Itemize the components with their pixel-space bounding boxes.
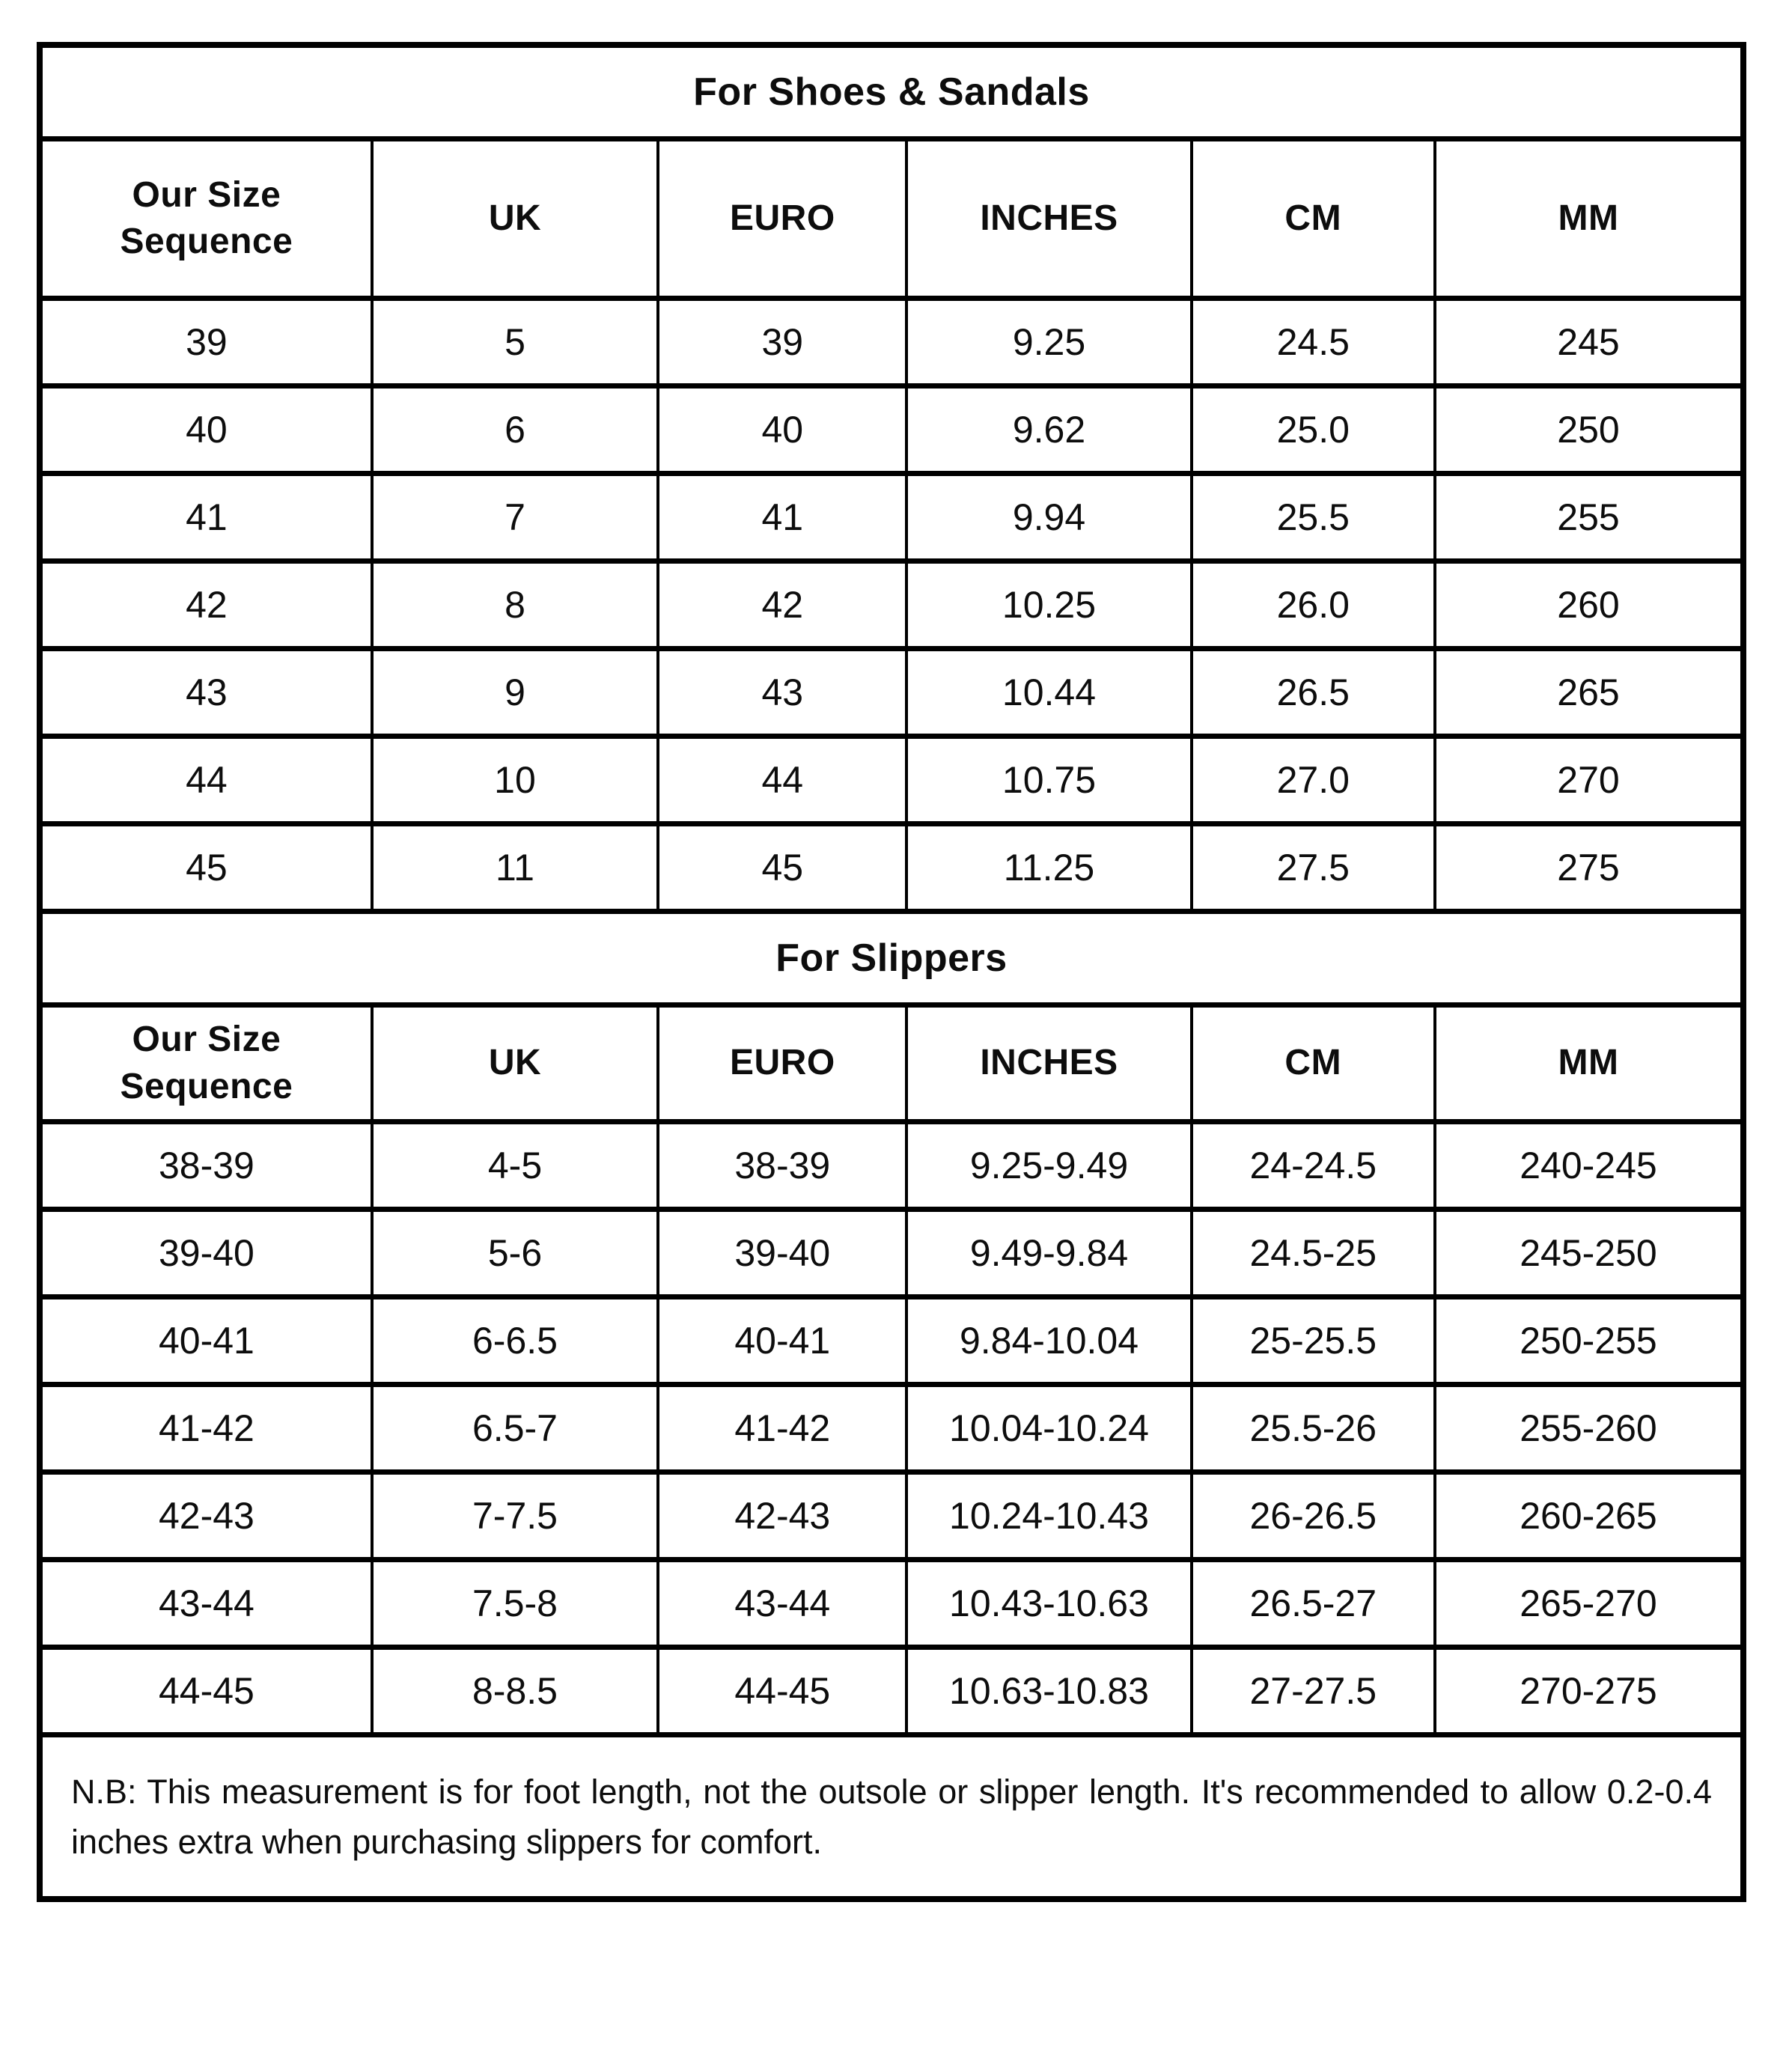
table-cell: 43 — [658, 649, 906, 737]
table-row — [40, 1385, 1743, 1472]
table-cell: 10.04-10.24 — [906, 1385, 1191, 1472]
table-cell: 4-5 — [372, 1122, 658, 1210]
table-cell: 9.25-9.49 — [906, 1122, 1191, 1210]
table-cell: 275 — [1435, 824, 1743, 912]
table-cell: 5 — [372, 299, 658, 386]
table-cell: 10 — [372, 737, 658, 824]
table-cell: 39 — [40, 299, 372, 386]
table-cell: 10.63-10.83 — [906, 1648, 1191, 1735]
table-cell: 38-39 — [40, 1122, 372, 1210]
slippers-section-title: For Slippers — [40, 912, 1743, 1005]
table-cell: 24-24.5 — [1192, 1122, 1435, 1210]
table-cell: 11 — [372, 824, 658, 912]
column-header-euro: EURO — [658, 1005, 906, 1122]
table-cell: 7-7.5 — [372, 1472, 658, 1560]
table-cell: 26.0 — [1192, 561, 1435, 649]
table-cell: 39-40 — [658, 1210, 906, 1297]
table-cell: 6.5-7 — [372, 1385, 658, 1472]
table-cell: 41-42 — [658, 1385, 906, 1472]
column-header-cm: CM — [1192, 139, 1435, 299]
table-cell: 10.24-10.43 — [906, 1472, 1191, 1560]
table-cell: 42 — [658, 561, 906, 649]
table-cell: 8 — [372, 561, 658, 649]
table-cell: 255 — [1435, 474, 1743, 561]
column-header-mm: MM — [1435, 1005, 1743, 1122]
shoes-column-header-row — [40, 139, 1743, 299]
table-cell: 7 — [372, 474, 658, 561]
table-cell: 43-44 — [658, 1560, 906, 1648]
table-row — [40, 737, 1743, 824]
table-row — [40, 386, 1743, 474]
table-cell: 42-43 — [40, 1472, 372, 1560]
table-cell: 39 — [658, 299, 906, 386]
table-cell: 9.94 — [906, 474, 1191, 561]
table-cell: 45 — [658, 824, 906, 912]
table-cell: 26.5-27 — [1192, 1560, 1435, 1648]
table-cell: 10.25 — [906, 561, 1191, 649]
table-cell: 7.5-8 — [372, 1560, 658, 1648]
table-cell: 270-275 — [1435, 1648, 1743, 1735]
table-cell: 270 — [1435, 737, 1743, 824]
table-cell: 40-41 — [658, 1297, 906, 1385]
table-cell: 26-26.5 — [1192, 1472, 1435, 1560]
note-section — [40, 1735, 1743, 1900]
table-cell: 250-255 — [1435, 1297, 1743, 1385]
table-cell: 39-40 — [40, 1210, 372, 1297]
column-header-inches: INCHES — [906, 139, 1191, 299]
table-cell: 40-41 — [40, 1297, 372, 1385]
shoes-section-header — [40, 45, 1743, 299]
table-cell: 9 — [372, 649, 658, 737]
table-cell: 10.44 — [906, 649, 1191, 737]
table-row — [40, 1648, 1743, 1735]
table-row — [40, 649, 1743, 737]
slippers-title-row — [40, 912, 1743, 1005]
table-cell: 40 — [40, 386, 372, 474]
column-header-inches: INCHES — [906, 1005, 1191, 1122]
table-cell: 42 — [40, 561, 372, 649]
table-cell: 255-260 — [1435, 1385, 1743, 1472]
table-cell: 25-25.5 — [1192, 1297, 1435, 1385]
note-row — [40, 1735, 1743, 1900]
table-row — [40, 474, 1743, 561]
table-cell: 265-270 — [1435, 1560, 1743, 1648]
note-text: N.B: This measurement is for foot length, not the outsole or slipper length. It's recommended to allow 0.2-0.4 inches extra when purchasing slippers for comfort. — [40, 1735, 1743, 1900]
column-header-mm: MM — [1435, 139, 1743, 299]
table-cell: 260 — [1435, 561, 1743, 649]
table-cell: 43 — [40, 649, 372, 737]
slippers-section-header — [40, 912, 1743, 1122]
table-cell: 265 — [1435, 649, 1743, 737]
size-chart-table — [37, 42, 1746, 1902]
table-cell: 240-245 — [1435, 1122, 1743, 1210]
table-cell: 43-44 — [40, 1560, 372, 1648]
table-cell: 25.5 — [1192, 474, 1435, 561]
table-cell: 10.75 — [906, 737, 1191, 824]
table-row — [40, 299, 1743, 386]
table-cell: 9.25 — [906, 299, 1191, 386]
table-cell: 5-6 — [372, 1210, 658, 1297]
slippers-rows — [40, 1122, 1743, 1735]
table-cell: 9.84-10.04 — [906, 1297, 1191, 1385]
table-row — [40, 1560, 1743, 1648]
table-cell: 25.5-26 — [1192, 1385, 1435, 1472]
table-row — [40, 824, 1743, 912]
table-cell: 6-6.5 — [372, 1297, 658, 1385]
table-cell: 42-43 — [658, 1472, 906, 1560]
shoes-title-row — [40, 45, 1743, 139]
table-cell: 44-45 — [658, 1648, 906, 1735]
column-header-cm: CM — [1192, 1005, 1435, 1122]
shoes-rows — [40, 299, 1743, 912]
table-cell: 40 — [658, 386, 906, 474]
table-cell: 41-42 — [40, 1385, 372, 1472]
table-row — [40, 1122, 1743, 1210]
table-cell: 44 — [40, 737, 372, 824]
table-cell: 260-265 — [1435, 1472, 1743, 1560]
table-cell: 41 — [658, 474, 906, 561]
table-cell: 9.49-9.84 — [906, 1210, 1191, 1297]
table-cell: 27.0 — [1192, 737, 1435, 824]
table-cell: 250 — [1435, 386, 1743, 474]
table-cell: 27.5 — [1192, 824, 1435, 912]
table-cell: 24.5 — [1192, 299, 1435, 386]
table-row — [40, 561, 1743, 649]
table-cell: 44-45 — [40, 1648, 372, 1735]
table-cell: 27-27.5 — [1192, 1648, 1435, 1735]
column-header-uk: UK — [372, 1005, 658, 1122]
shoes-section-title: For Shoes & Sandals — [40, 45, 1743, 139]
table-row — [40, 1210, 1743, 1297]
table-cell: 11.25 — [906, 824, 1191, 912]
table-cell: 24.5-25 — [1192, 1210, 1435, 1297]
table-cell: 38-39 — [658, 1122, 906, 1210]
table-cell: 245 — [1435, 299, 1743, 386]
slippers-column-header-row — [40, 1005, 1743, 1122]
table-cell: 41 — [40, 474, 372, 561]
table-cell: 25.0 — [1192, 386, 1435, 474]
table-cell: 9.62 — [906, 386, 1191, 474]
table-cell: 245-250 — [1435, 1210, 1743, 1297]
column-header-our-size-sequence: Our Size Sequence — [40, 139, 372, 299]
table-cell: 44 — [658, 737, 906, 824]
table-cell: 45 — [40, 824, 372, 912]
table-cell: 6 — [372, 386, 658, 474]
table-row — [40, 1472, 1743, 1560]
table-cell: 26.5 — [1192, 649, 1435, 737]
column-header-euro: EURO — [658, 139, 906, 299]
column-header-our-size-sequence: Our Size Sequence — [40, 1005, 372, 1122]
column-header-uk: UK — [372, 139, 658, 299]
table-row — [40, 1297, 1743, 1385]
table-cell: 8-8.5 — [372, 1648, 658, 1735]
table-cell: 10.43-10.63 — [906, 1560, 1191, 1648]
